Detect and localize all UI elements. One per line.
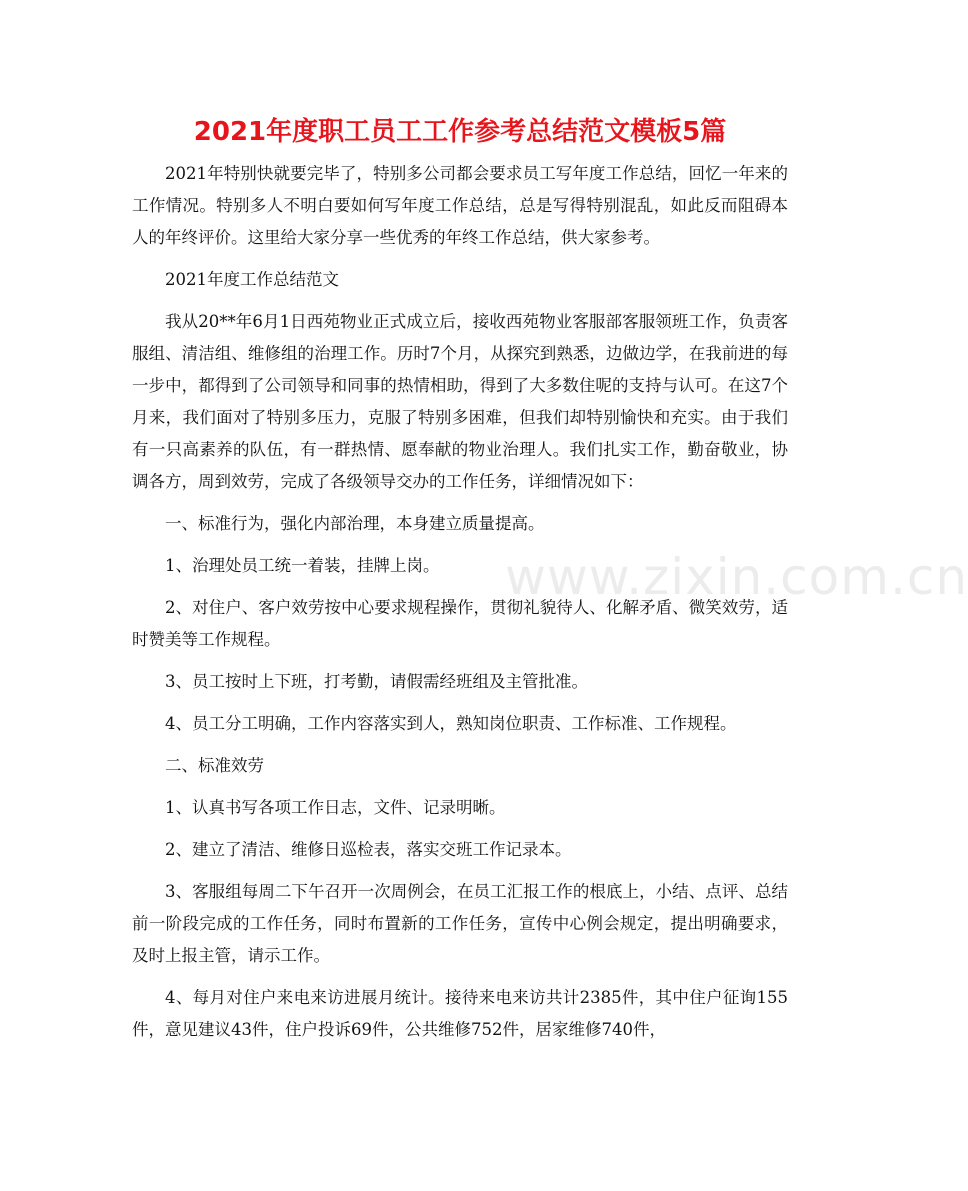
list-heading: 一、标准行为，强化内部治理，本身建立质量提高。 [165,514,545,533]
document-body [132,158,788,1046]
list-item: 3、客服组每周二下午召开一次周例会，在员工汇报工作的根底上，小结、点评、总结前一阶段完成的工作任务，同时布置新的工作任务，宣传中心例会规定，提出明确要求，及时上报主管，请示工作。 [132,882,788,965]
list-item: 4、每月对住户来电来访进展月统计。接待来电来访共计2385件，其中住户征询155件，意见建议43件，住户投诉69件，公共维修752件，居家维修740件， [132,988,788,1039]
body-paragraph: 我从20**年6月1日西苑物业正式成立后，接收西苑物业客服部客服领班工作，负责客服组、清洁组、维修组的治理工作。历时7个月，从探究到熟悉，边做边学，在我前进的每一步中，都得到了公司领导和同事的热情相助，得到了大多数住呢的支持与认可。在这7个月来，我们面对了特别多压力，克服了特别多困难，但我们却特别愉快和充实。由于我们有一只高素养的队伍，有一群热情、愿奉献的物业治理人。我们扎实工作，勤奋敬业，协调各方，周到效劳，完成了各级领导交办的工作任务，详细情况如下： [132,312,788,491]
list-item: 4、员工分工明确，工作内容落实到人，熟知岗位职责、工作标准、工作规程。 [165,714,737,733]
list-item: 1、认真书写各项工作日志，文件、记录明晰。 [165,798,506,817]
list-item: 1、治理处员工统一着装，挂牌上岗。 [165,556,440,575]
list-item: 2、建立了清洁、维修日巡检表，落实交班工作记录本。 [165,840,572,859]
list-heading: 二、标准效劳 [165,756,264,775]
document-title: 2021年度职工员工工作参考总结范文模板5篇 [193,117,727,147]
intro-paragraph: 2021年特别快就要完毕了，特别多公司都会要求员工写年度工作总结，回忆一年来的工作情况。特别多人不明白要如何写年度工作总结，总是写得特别混乱，如此反而阻碍本人的年终评价。这里给大家分享一些优秀的年终工作总结，供大家参考。 [132,164,788,247]
section-heading: 2021年度工作总结范文 [165,270,339,289]
list-item: 3、员工按时上下班，打考勤，请假需经班组及主管批准。 [165,672,588,691]
list-item: 2、对住户、客户效劳按中心要求规程操作，贯彻礼貌待人、化解矛盾、微笑效劳，适时赞美等工作规程。 [132,598,788,649]
watermark: www.zixin.com.cn [505,548,968,606]
